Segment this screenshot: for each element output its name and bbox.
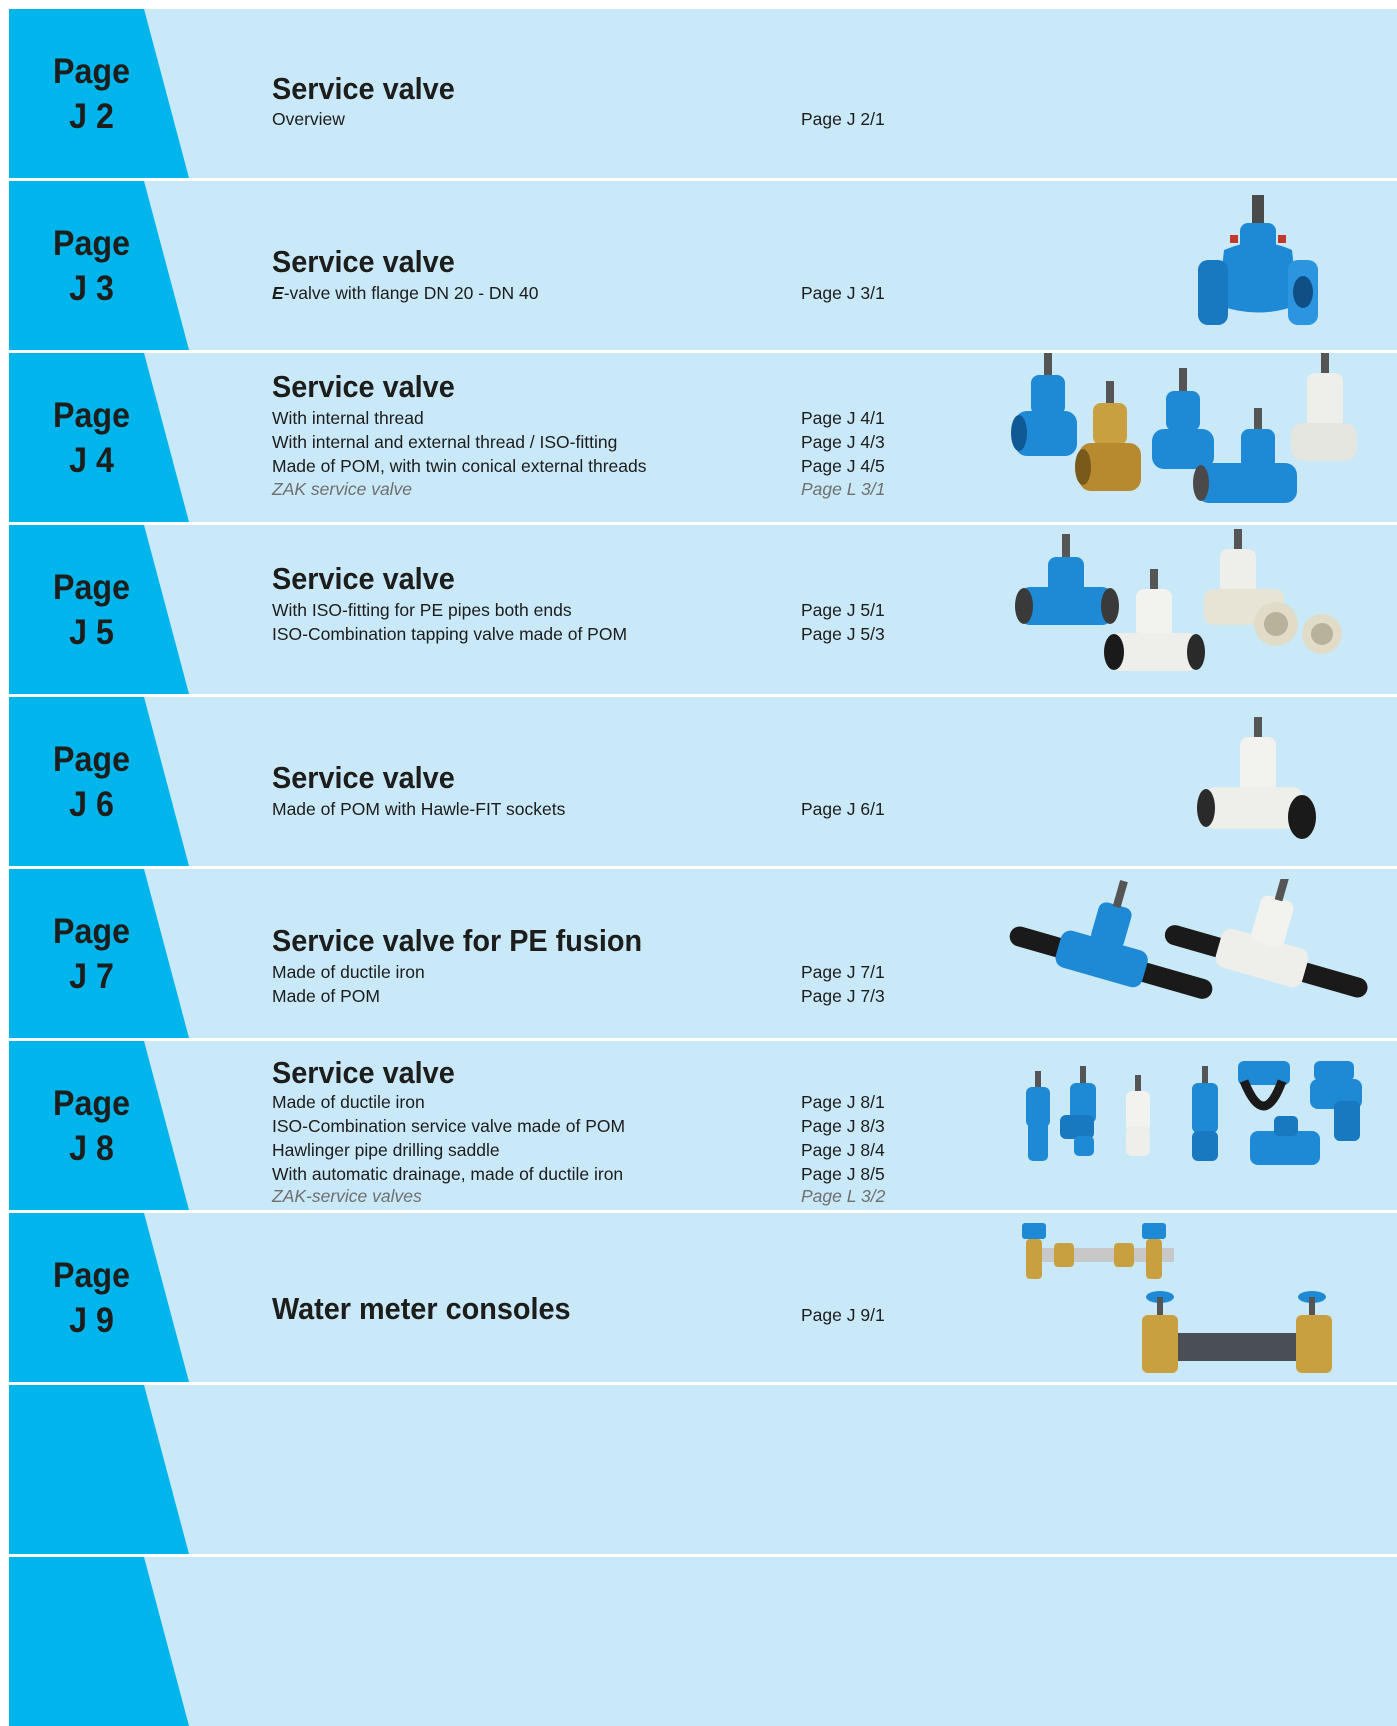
section-title: Service valve <box>272 244 455 279</box>
entry-line[interactable] <box>272 1186 912 1210</box>
page-tab[interactable] <box>9 9 199 178</box>
section-title: Service valve <box>272 71 455 106</box>
entry-description: Made of POM, with twin conical external threads <box>272 456 647 476</box>
entry-line[interactable] <box>272 986 912 1010</box>
page-reference[interactable]: Page J 4/5 <box>801 456 885 476</box>
entry-description: With automatic drainage, made of ductile iron <box>272 1164 624 1184</box>
section-row-empty-2 <box>9 1557 1397 1726</box>
entry-description: Made of ductile iron <box>272 962 425 982</box>
page-tab[interactable] <box>9 353 199 522</box>
page-reference[interactable]: Page J 7/3 <box>801 986 885 1006</box>
entry-description: Made of ductile iron <box>272 1092 425 1112</box>
page-reference[interactable]: Page J 8/5 <box>801 1164 885 1184</box>
page-reference[interactable]: Page J 4/1 <box>801 408 885 428</box>
page-reference[interactable]: Page J 6/1 <box>801 799 885 819</box>
entry-description: ISO-Combination service valve made of POM <box>272 1116 626 1136</box>
tab-code: J 4 <box>69 440 114 480</box>
entry-line[interactable] <box>272 408 912 432</box>
section-row-j9 <box>9 1213 1397 1382</box>
entry-description: ISO-Combination tapping valve made of POM <box>272 624 628 644</box>
page-reference[interactable]: Page J 8/1 <box>801 1092 885 1112</box>
tab-word: Page <box>53 911 130 951</box>
section-row-j8 <box>9 1041 1397 1210</box>
page-reference[interactable]: Page J 3/1 <box>801 283 885 303</box>
page-reference[interactable]: Page L 3/1 <box>801 479 886 499</box>
entry-description: With internal and external thread / ISO-fitting <box>272 432 618 452</box>
entry-line[interactable] <box>272 600 912 624</box>
flanged-gate-valve-image <box>1194 195 1324 335</box>
entry-description: ZAK-service valves <box>272 1186 422 1206</box>
pe-fusion-valves-image <box>1004 879 1374 1034</box>
entry-line[interactable] <box>272 962 912 986</box>
entry-description: Overview <box>272 109 345 129</box>
page-reference[interactable]: Page J 2/1 <box>801 109 885 129</box>
entry-line[interactable] <box>272 283 912 307</box>
pom-valve-hawle-fit-image <box>1194 717 1324 857</box>
entry-description: ZAK service valve <box>272 479 413 499</box>
entry-line[interactable] <box>272 1140 912 1164</box>
entry-line[interactable] <box>272 456 912 480</box>
page-tab <box>9 1385 199 1554</box>
section-title: Service valve <box>272 369 455 404</box>
page-reference[interactable]: Page J 5/3 <box>801 624 885 644</box>
section-title: Water meter consoles <box>272 1291 571 1326</box>
page-reference[interactable]: Page J 5/1 <box>801 600 885 620</box>
iso-fitting-valves-image <box>1014 529 1354 689</box>
entry-description: With internal thread <box>272 408 424 428</box>
page-reference[interactable]: Page J 8/3 <box>801 1116 885 1136</box>
tab-code: J 2 <box>69 96 114 136</box>
section-row-j5 <box>9 525 1397 694</box>
tab-word: Page <box>53 51 130 91</box>
section-row-j7 <box>9 869 1397 1038</box>
page-tab[interactable] <box>9 697 199 866</box>
entry-line[interactable] <box>272 1092 912 1116</box>
entry-line[interactable] <box>272 1305 912 1329</box>
entry-line[interactable] <box>272 799 912 823</box>
section-row-j2 <box>9 9 1397 178</box>
page-tab[interactable] <box>9 525 199 694</box>
page-reference[interactable]: Page J 7/1 <box>801 962 885 982</box>
tab-word: Page <box>53 395 130 435</box>
section-title: Service valve for PE fusion <box>272 923 643 958</box>
page-reference[interactable]: Page J 9/1 <box>801 1305 885 1325</box>
page-tab[interactable] <box>9 869 199 1038</box>
page-reference[interactable]: Page J 8/4 <box>801 1140 885 1160</box>
entry-description: -valve with flange DN 20 - DN 40 <box>283 283 539 303</box>
tab-word: Page <box>53 739 130 779</box>
section-row-j3 <box>9 181 1397 350</box>
page-tab[interactable] <box>9 181 199 350</box>
section-row-j4 <box>9 353 1397 522</box>
entry-description: Made of POM <box>272 986 380 1006</box>
tab-code: J 8 <box>69 1128 114 1168</box>
entry-line[interactable] <box>272 432 912 456</box>
entry-line[interactable] <box>272 1164 912 1188</box>
section-title: Service valve <box>272 561 455 596</box>
entry-description: Made of POM with Hawle-FIT sockets <box>272 799 566 819</box>
page-reference[interactable]: Page L 3/2 <box>801 1186 886 1206</box>
page-tab <box>9 1557 199 1726</box>
tab-word: Page <box>53 1083 130 1123</box>
entry-description: With ISO-fitting for PE pipes both ends <box>272 600 572 620</box>
entry-line[interactable] <box>272 479 912 503</box>
entry-line[interactable] <box>272 624 912 648</box>
tab-code: J 6 <box>69 784 114 824</box>
water-meter-consoles-image <box>1014 1223 1364 1382</box>
page-tab[interactable] <box>9 1213 199 1382</box>
entry-line[interactable] <box>272 1116 912 1140</box>
tab-code: J 7 <box>69 956 114 996</box>
drilling-saddles-and-valves-image <box>1014 1061 1374 1206</box>
tab-word: Page <box>53 223 130 263</box>
tab-code: J 9 <box>69 1300 114 1340</box>
page-tab[interactable] <box>9 1041 199 1210</box>
tab-code: J 5 <box>69 612 114 652</box>
section-title: Service valve <box>272 760 455 795</box>
entry-description: Hawlinger pipe drilling saddle <box>272 1140 500 1160</box>
tab-code: J 3 <box>69 268 114 308</box>
section-row-empty-1 <box>9 1385 1397 1554</box>
threaded-service-valves-image <box>1009 353 1379 522</box>
entry-line[interactable] <box>272 109 912 133</box>
section-title: Service valve <box>272 1055 455 1090</box>
tab-word: Page <box>53 567 130 607</box>
section-row-j6 <box>9 697 1397 866</box>
entry-prefix: E <box>272 283 284 303</box>
tab-word: Page <box>53 1255 130 1295</box>
page-reference[interactable]: Page J 4/3 <box>801 432 885 452</box>
